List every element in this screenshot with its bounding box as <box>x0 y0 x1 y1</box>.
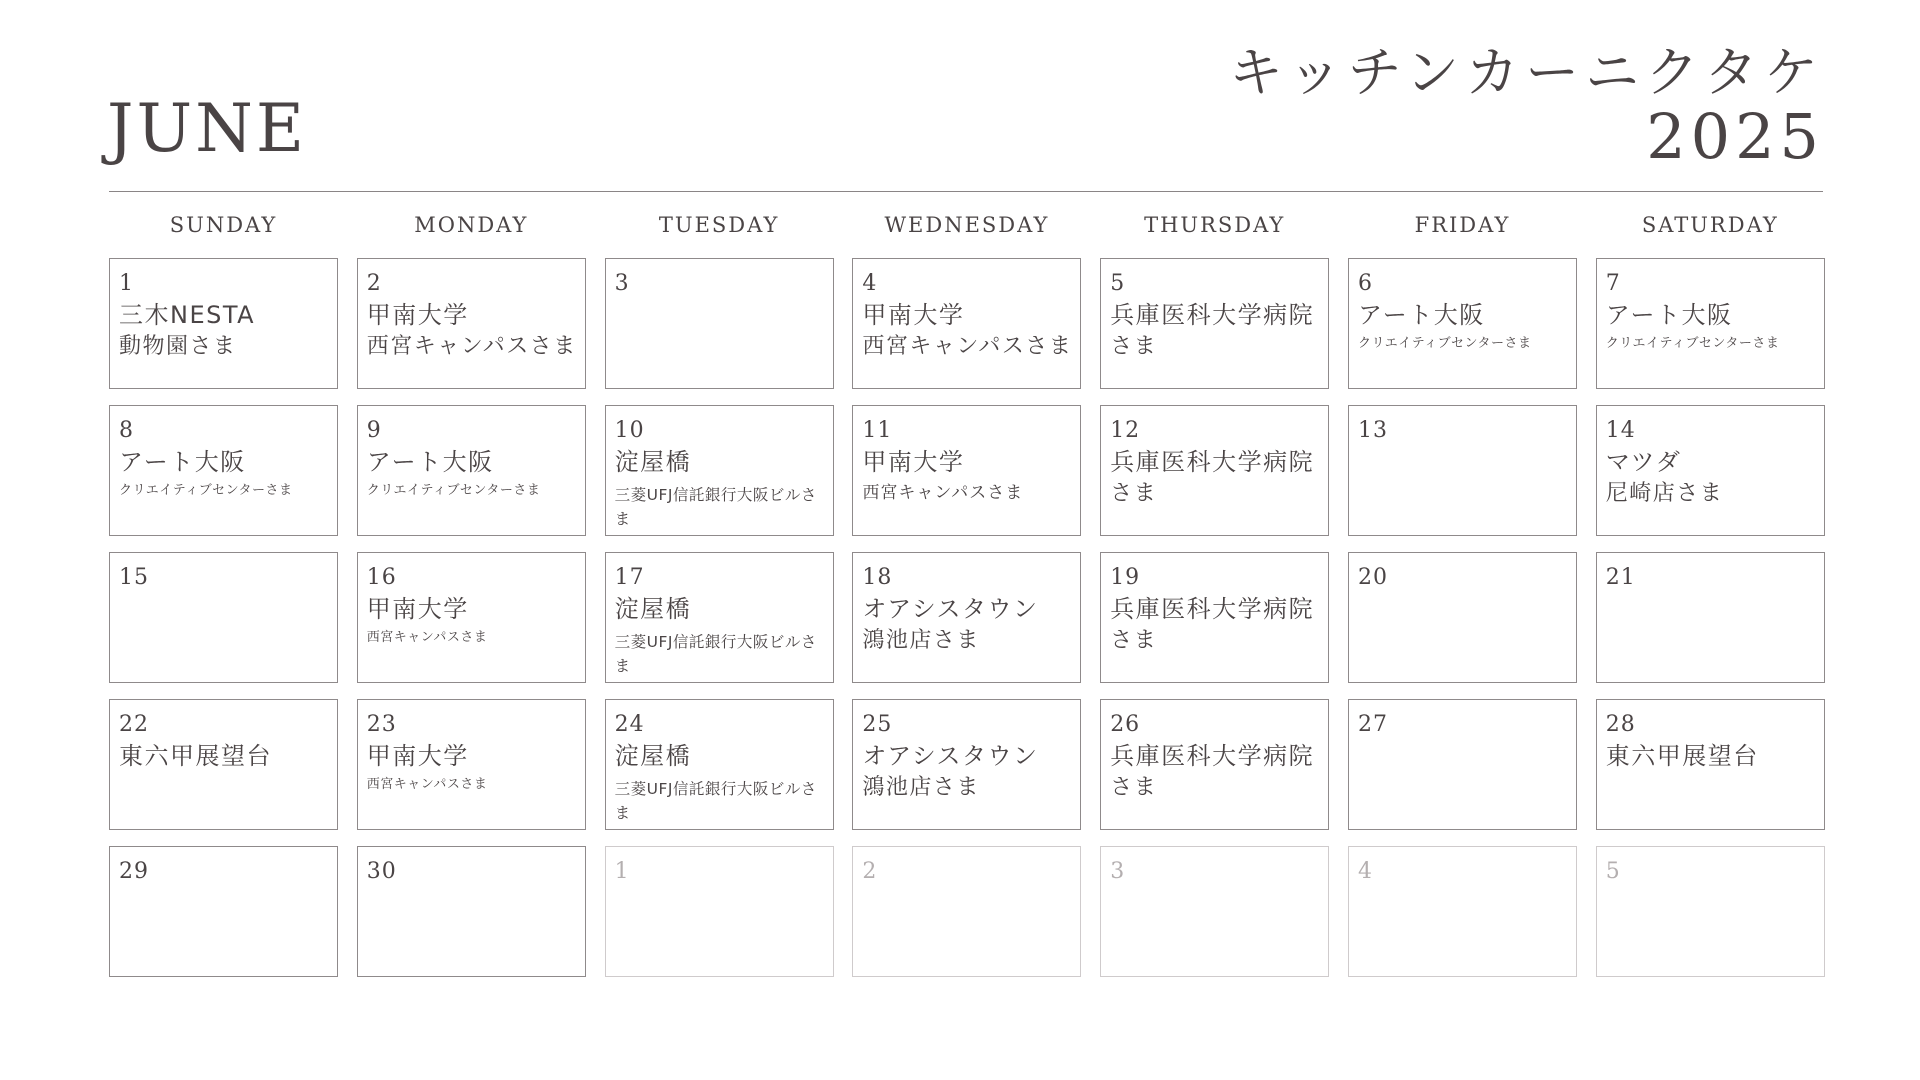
event-location: 東六甲展望台 <box>1605 742 1759 771</box>
weekday-thursday: THURSDAY <box>1144 213 1286 237</box>
day-number: 25 <box>862 712 893 737</box>
day-number: 22 <box>119 712 149 737</box>
calendar-grid <box>109 258 1825 977</box>
event-venue-detail: 尼崎店さま <box>1605 480 1724 506</box>
event-location: アート大阪 <box>366 448 494 477</box>
event-venue-detail: 三菱UFJ信託銀行大阪ビルさま <box>614 779 817 822</box>
day-number: 2 <box>366 271 382 296</box>
calendar-day-cell <box>109 846 338 977</box>
event-location: 甲南大学 <box>366 301 469 330</box>
event-venue-detail: さま <box>1110 627 1158 653</box>
event-venue-detail: さま <box>1110 774 1158 800</box>
event-location: 甲南大学 <box>862 448 965 477</box>
event-venue-detail: クリエイティブセンターさま <box>366 482 541 498</box>
event-location: アート大阪 <box>1357 301 1485 330</box>
day-number: 1 <box>614 859 630 884</box>
event-venue-detail: 三菱UFJ信託銀行大阪ビルさま <box>614 485 817 528</box>
month-title: JUNE <box>107 90 308 167</box>
event-location: 東六甲展望台 <box>119 742 272 771</box>
calendar-day-cell <box>109 405 338 536</box>
event-venue-detail: 西宮キャンパスさま <box>366 776 488 792</box>
calendar-day-cell <box>1348 258 1577 389</box>
calendar-day-cell <box>357 405 586 536</box>
calendar-day-cell-next-month <box>852 846 1081 977</box>
event-location: 淀屋橋 <box>614 742 692 771</box>
event-location: 三木NESTA <box>119 301 256 330</box>
weekday-sunday: SUNDAY <box>169 213 278 237</box>
header-divider <box>109 191 1823 192</box>
calendar-day-cell-next-month <box>1100 846 1329 977</box>
event-venue-detail: 西宮キャンパスさま <box>366 333 577 359</box>
event-venue-detail: 動物園さま <box>119 333 237 359</box>
calendar-day-cell <box>357 846 586 977</box>
event-location: アート大阪 <box>119 448 246 477</box>
calendar-day-cell <box>1596 258 1825 389</box>
event-venue-detail: クリエイティブセンターさま <box>1605 335 1780 351</box>
calendar-day-cell <box>605 405 834 536</box>
day-number: 12 <box>1110 418 1141 443</box>
calendar-day-cell <box>605 258 834 389</box>
day-number: 17 <box>614 565 645 590</box>
day-number: 18 <box>862 565 893 590</box>
day-number: 2 <box>862 859 878 884</box>
event-location: アート大阪 <box>1605 301 1733 330</box>
day-number: 4 <box>1357 859 1373 884</box>
day-number: 27 <box>1357 712 1388 737</box>
event-venue-detail: 西宮キャンパスさま <box>862 333 1073 359</box>
day-number: 21 <box>1605 565 1636 590</box>
weekday-friday: FRIDAY <box>1414 213 1511 237</box>
day-number: 3 <box>1110 859 1126 884</box>
event-location: 兵庫医科大学病院 <box>1110 448 1315 477</box>
event-venue-detail: クリエイティブセンターさま <box>119 482 293 498</box>
calendar-day-cell <box>109 699 338 830</box>
brand-name: キッチンカーニクタケ <box>1228 41 1824 104</box>
event-venue-detail: クリエイティブセンターさま <box>1357 335 1532 351</box>
day-number: 10 <box>614 418 645 443</box>
weekday-wednesday: WEDNESDAY <box>884 213 1050 237</box>
calendar-day-cell <box>1100 405 1329 536</box>
event-venue-detail: 西宮キャンパスさま <box>366 629 488 645</box>
day-number: 19 <box>1110 565 1141 590</box>
calendar-day-cell <box>852 258 1081 389</box>
calendar-day-cell <box>852 699 1081 830</box>
event-venue-detail: 鴻池店さま <box>862 627 980 653</box>
day-number: 3 <box>614 271 630 296</box>
day-number: 6 <box>1357 271 1373 296</box>
day-number: 1 <box>119 271 134 296</box>
day-number: 24 <box>614 712 645 737</box>
day-number: 29 <box>119 859 149 884</box>
calendar-day-cell <box>1596 405 1825 536</box>
day-number: 9 <box>366 418 382 443</box>
day-number: 15 <box>119 565 149 590</box>
weekday-saturday: SATURDAY <box>1641 213 1779 237</box>
day-number: 20 <box>1357 565 1388 590</box>
calendar-day-cell <box>1348 552 1577 683</box>
calendar-day-cell <box>1596 552 1825 683</box>
event-location: 甲南大学 <box>366 742 469 771</box>
day-number: 13 <box>1357 418 1388 443</box>
day-number: 14 <box>1605 418 1636 443</box>
day-number: 5 <box>1110 271 1126 296</box>
calendar-day-cell-next-month <box>1596 846 1825 977</box>
day-number: 23 <box>366 712 397 737</box>
day-number: 28 <box>1605 712 1636 737</box>
day-number: 11 <box>862 418 893 443</box>
calendar-day-cell <box>357 699 586 830</box>
day-number: 30 <box>366 859 397 884</box>
weekday-header-row <box>109 213 1825 237</box>
day-number: 26 <box>1110 712 1141 737</box>
year-title: 2025 <box>1646 100 1824 173</box>
calendar-day-cell <box>109 552 338 683</box>
calendar-day-cell <box>1596 699 1825 830</box>
weekday-monday: MONDAY <box>414 213 529 237</box>
event-venue-detail: 鴻池店さま <box>862 774 980 800</box>
event-location: 兵庫医科大学病院 <box>1110 595 1315 624</box>
calendar-day-cell-next-month <box>605 846 834 977</box>
calendar-day-cell <box>852 405 1081 536</box>
event-location: オアシスタウン <box>862 595 1039 624</box>
event-venue-detail: さま <box>1110 480 1158 506</box>
event-location: 淀屋橋 <box>614 595 692 624</box>
calendar-day-cell <box>1348 699 1577 830</box>
day-number: 5 <box>1605 859 1621 884</box>
event-location: オアシスタウン <box>862 742 1039 771</box>
calendar-day-cell <box>1100 552 1329 683</box>
event-venue-detail: 三菱UFJ信託銀行大阪ビルさま <box>614 632 817 675</box>
calendar-day-cell <box>605 552 834 683</box>
calendar-day-cell <box>357 552 586 683</box>
calendar-day-cell <box>1348 405 1577 536</box>
day-number: 7 <box>1605 271 1621 296</box>
event-venue-detail: 西宮キャンパスさま <box>862 482 1024 503</box>
calendar-day-cell-next-month <box>1348 846 1577 977</box>
event-location: 甲南大学 <box>366 595 469 624</box>
calendar-day-cell <box>605 699 834 830</box>
event-venue-detail: さま <box>1110 333 1158 359</box>
event-location: 淀屋橋 <box>614 448 692 477</box>
calendar-day-cell <box>1100 699 1329 830</box>
calendar-day-cell <box>357 258 586 389</box>
event-location: マツダ <box>1605 448 1682 477</box>
day-number: 8 <box>119 418 134 443</box>
calendar-day-cell <box>109 258 338 389</box>
event-location: 兵庫医科大学病院 <box>1110 742 1315 771</box>
event-location: 甲南大学 <box>862 301 965 330</box>
event-location: 兵庫医科大学病院 <box>1110 301 1315 330</box>
weekday-tuesday: TUESDAY <box>658 213 780 237</box>
day-number: 16 <box>366 565 397 590</box>
day-number: 4 <box>862 271 878 296</box>
calendar-day-cell <box>852 552 1081 683</box>
calendar-day-cell <box>1100 258 1329 389</box>
